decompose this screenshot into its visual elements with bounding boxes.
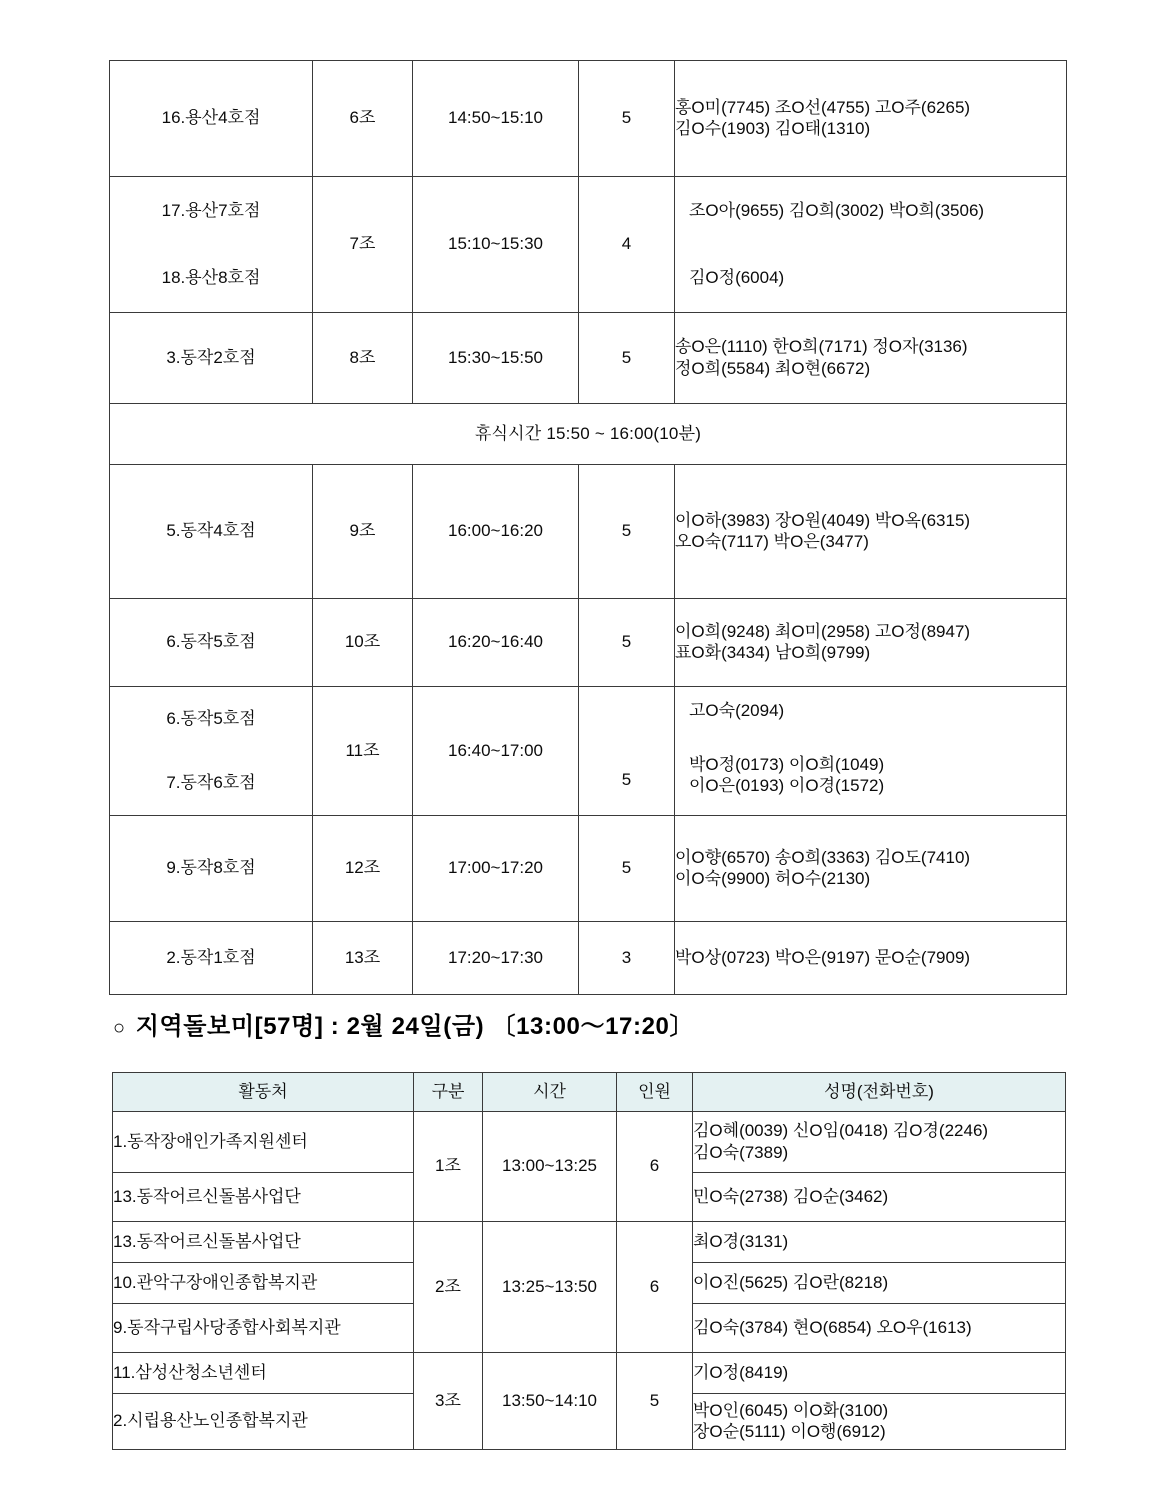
table-row	[113, 1222, 1066, 1263]
cell-names	[675, 736, 1066, 815]
name-line: 이O희(9248) 최O미(2958) 고O정(8947)	[675, 621, 971, 641]
name-line: 이O향(6570) 송O희(3363) 김O도(7410)	[675, 847, 971, 867]
name-line: 김O숙(7389)	[693, 1142, 789, 1162]
name-line: 홍O미(7745) 조O선(4755) 고O주(6265)	[675, 97, 971, 117]
name-line: 송O은(1110) 한O희(7171) 정O자(3136)	[675, 337, 968, 357]
cell-group: 13조	[313, 922, 413, 995]
cell-time: 16:00~16:20	[413, 465, 579, 599]
table-row	[113, 1353, 1066, 1394]
column-header-time: 시간	[483, 1073, 617, 1112]
name-line: 최O경(3131)	[693, 1231, 789, 1251]
cell-place: 6.동작5호점	[110, 599, 313, 687]
table-row	[110, 313, 1067, 404]
cell-count: 5	[579, 687, 675, 816]
name-line: 민O숙(2738) 김O순(3462)	[693, 1186, 889, 1206]
cell-place-split	[110, 687, 313, 816]
cell-names	[693, 1304, 1066, 1353]
cell-time: 16:40~17:00	[413, 687, 579, 816]
cell-place: 5.동작4호점	[110, 465, 313, 599]
cell-group: 6조	[313, 61, 413, 177]
cell-names-split	[675, 687, 1067, 816]
table-row	[110, 922, 1067, 995]
column-header-count: 인원	[617, 1073, 693, 1112]
cell-names	[693, 1263, 1066, 1304]
cell-time: 17:20~17:30	[413, 922, 579, 995]
name-line: 장O순(5111) 이O행(6912)	[693, 1422, 886, 1441]
cell-count: 4	[579, 177, 675, 313]
cell-count: 5	[579, 465, 675, 599]
name-line: 오O숙(7117) 박O은(3477)	[675, 532, 869, 551]
cell-names	[675, 313, 1067, 404]
cell-group: 11조	[313, 687, 413, 816]
cell-group: 3조	[414, 1353, 483, 1450]
column-header-names: 성명(전화번호)	[693, 1073, 1066, 1112]
break-row	[110, 404, 1067, 465]
cell-place: 7.동작6호점	[166, 772, 256, 792]
cell-names	[693, 1353, 1066, 1394]
cell-place: 2.시립용산노인종합복지관	[113, 1394, 414, 1450]
cell-place: 2.동작1호점	[110, 922, 313, 995]
cell-names	[675, 61, 1067, 177]
column-header-group: 구분	[414, 1073, 483, 1112]
cell-time: 16:20~16:40	[413, 599, 579, 687]
name-line: 박O상(0723) 박O은(9197) 문O순(7909)	[675, 947, 971, 967]
cell-names	[675, 687, 1066, 736]
schedule-table-bottom	[112, 1072, 1066, 1450]
cell-group: 8조	[313, 313, 413, 404]
table-row	[110, 177, 1067, 313]
cell-place: 6.동작5호점	[166, 708, 256, 728]
cell-place: 9.동작구립사당종합사회복지관	[113, 1304, 414, 1353]
cell-count: 3	[579, 922, 675, 995]
cell-time: 17:00~17:20	[413, 816, 579, 922]
cell-group: 10조	[313, 599, 413, 687]
table-row	[113, 1112, 1066, 1173]
name-line: 조O아(9655) 김O희(3002) 박O희(3506)	[689, 200, 985, 220]
cell-names	[675, 245, 1066, 313]
name-line: 이O은(0193) 이O경(1572)	[689, 775, 885, 795]
name-line: 박O정(0173) 이O희(1049)	[689, 754, 885, 774]
cell-place: 13.동작어르신돌봄사업단	[113, 1222, 414, 1263]
cell-group: 1조	[414, 1112, 483, 1222]
name-line: 정O희(5584) 최O현(6672)	[675, 358, 871, 378]
cell-count: 5	[579, 816, 675, 922]
cell-place: 17.용산7호점	[161, 200, 261, 220]
break-text: 휴식시간 15:50 ~ 16:00(10분)	[110, 404, 1067, 465]
cell-place: 10.관악구장애인종합복지관	[113, 1263, 414, 1304]
cell-time: 13:00~13:25	[483, 1112, 617, 1222]
cell-names	[675, 816, 1067, 922]
cell-count: 6	[617, 1112, 693, 1222]
name-line: 김O수(1903) 김O태(1310)	[675, 119, 871, 138]
name-line: 이O숙(9900) 허O수(2130)	[675, 869, 871, 888]
cell-count: 5	[579, 599, 675, 687]
cell-time: 15:10~15:30	[413, 177, 579, 313]
section-heading-text: 지역돌보미[57명] : 2월 24일(금) 〔13:00〜17:20〕	[135, 1013, 695, 1040]
cell-group: 12조	[313, 816, 413, 922]
cell-place: 11.삼성산청소년센터	[113, 1353, 414, 1394]
table-row	[110, 61, 1067, 177]
cell-group: 2조	[414, 1222, 483, 1353]
cell-group: 7조	[313, 177, 413, 313]
cell-place: 9.동작8호점	[110, 816, 313, 922]
cell-names	[675, 465, 1067, 599]
column-header-place: 활동처	[113, 1073, 414, 1112]
name-line: 기O정(8419)	[693, 1362, 789, 1382]
cell-group: 9조	[313, 465, 413, 599]
cell-place: 16.용산4호점	[110, 61, 313, 177]
circle-bullet-icon: ○	[113, 1017, 126, 1039]
name-line: 김O혜(0039) 신O임(0418) 김O경(2246)	[693, 1121, 989, 1141]
cell-names	[693, 1222, 1066, 1263]
cell-time: 13:50~14:10	[483, 1353, 617, 1450]
cell-count: 5	[617, 1353, 693, 1450]
name-line: 이O진(5625) 김O란(8218)	[693, 1272, 889, 1292]
cell-place: 13.동작어르신돌봄사업단	[113, 1173, 414, 1222]
cell-names	[675, 177, 1066, 245]
cell-names	[693, 1173, 1066, 1222]
cell-place: 3.동작2호점	[110, 313, 313, 404]
cell-names	[693, 1394, 1066, 1450]
table-row	[110, 599, 1067, 687]
cell-place-split	[110, 177, 313, 313]
cell-names	[675, 599, 1067, 687]
table-header-row	[113, 1073, 1066, 1112]
table-row	[110, 687, 1067, 816]
name-line: 김O숙(3784) 현O(6854) 오O우(1613)	[693, 1317, 972, 1337]
schedule-table-top	[109, 60, 1067, 995]
cell-count: 5	[579, 313, 675, 404]
cell-names	[675, 922, 1067, 995]
name-line: 김O정(6004)	[689, 268, 785, 288]
table-row	[110, 465, 1067, 599]
cell-count: 5	[579, 61, 675, 177]
name-line: 이O하(3983) 장O원(4049) 박O옥(6315)	[675, 510, 971, 530]
cell-time: 13:25~13:50	[483, 1222, 617, 1353]
name-line: 표O화(3434) 남O희(9799)	[675, 643, 871, 662]
cell-time: 14:50~15:10	[413, 61, 579, 177]
cell-place: 1.동작장애인가족지원센터	[113, 1112, 414, 1173]
section-heading	[113, 1006, 694, 1041]
cell-place: 18.용산8호점	[161, 268, 261, 288]
name-line: 박O인(6045) 이O화(3100)	[693, 1400, 889, 1420]
cell-names	[693, 1112, 1066, 1173]
name-line: 고O숙(2094)	[689, 701, 785, 721]
cell-count: 6	[617, 1222, 693, 1353]
table-row	[110, 816, 1067, 922]
cell-names-split	[675, 177, 1067, 313]
cell-time: 15:30~15:50	[413, 313, 579, 404]
